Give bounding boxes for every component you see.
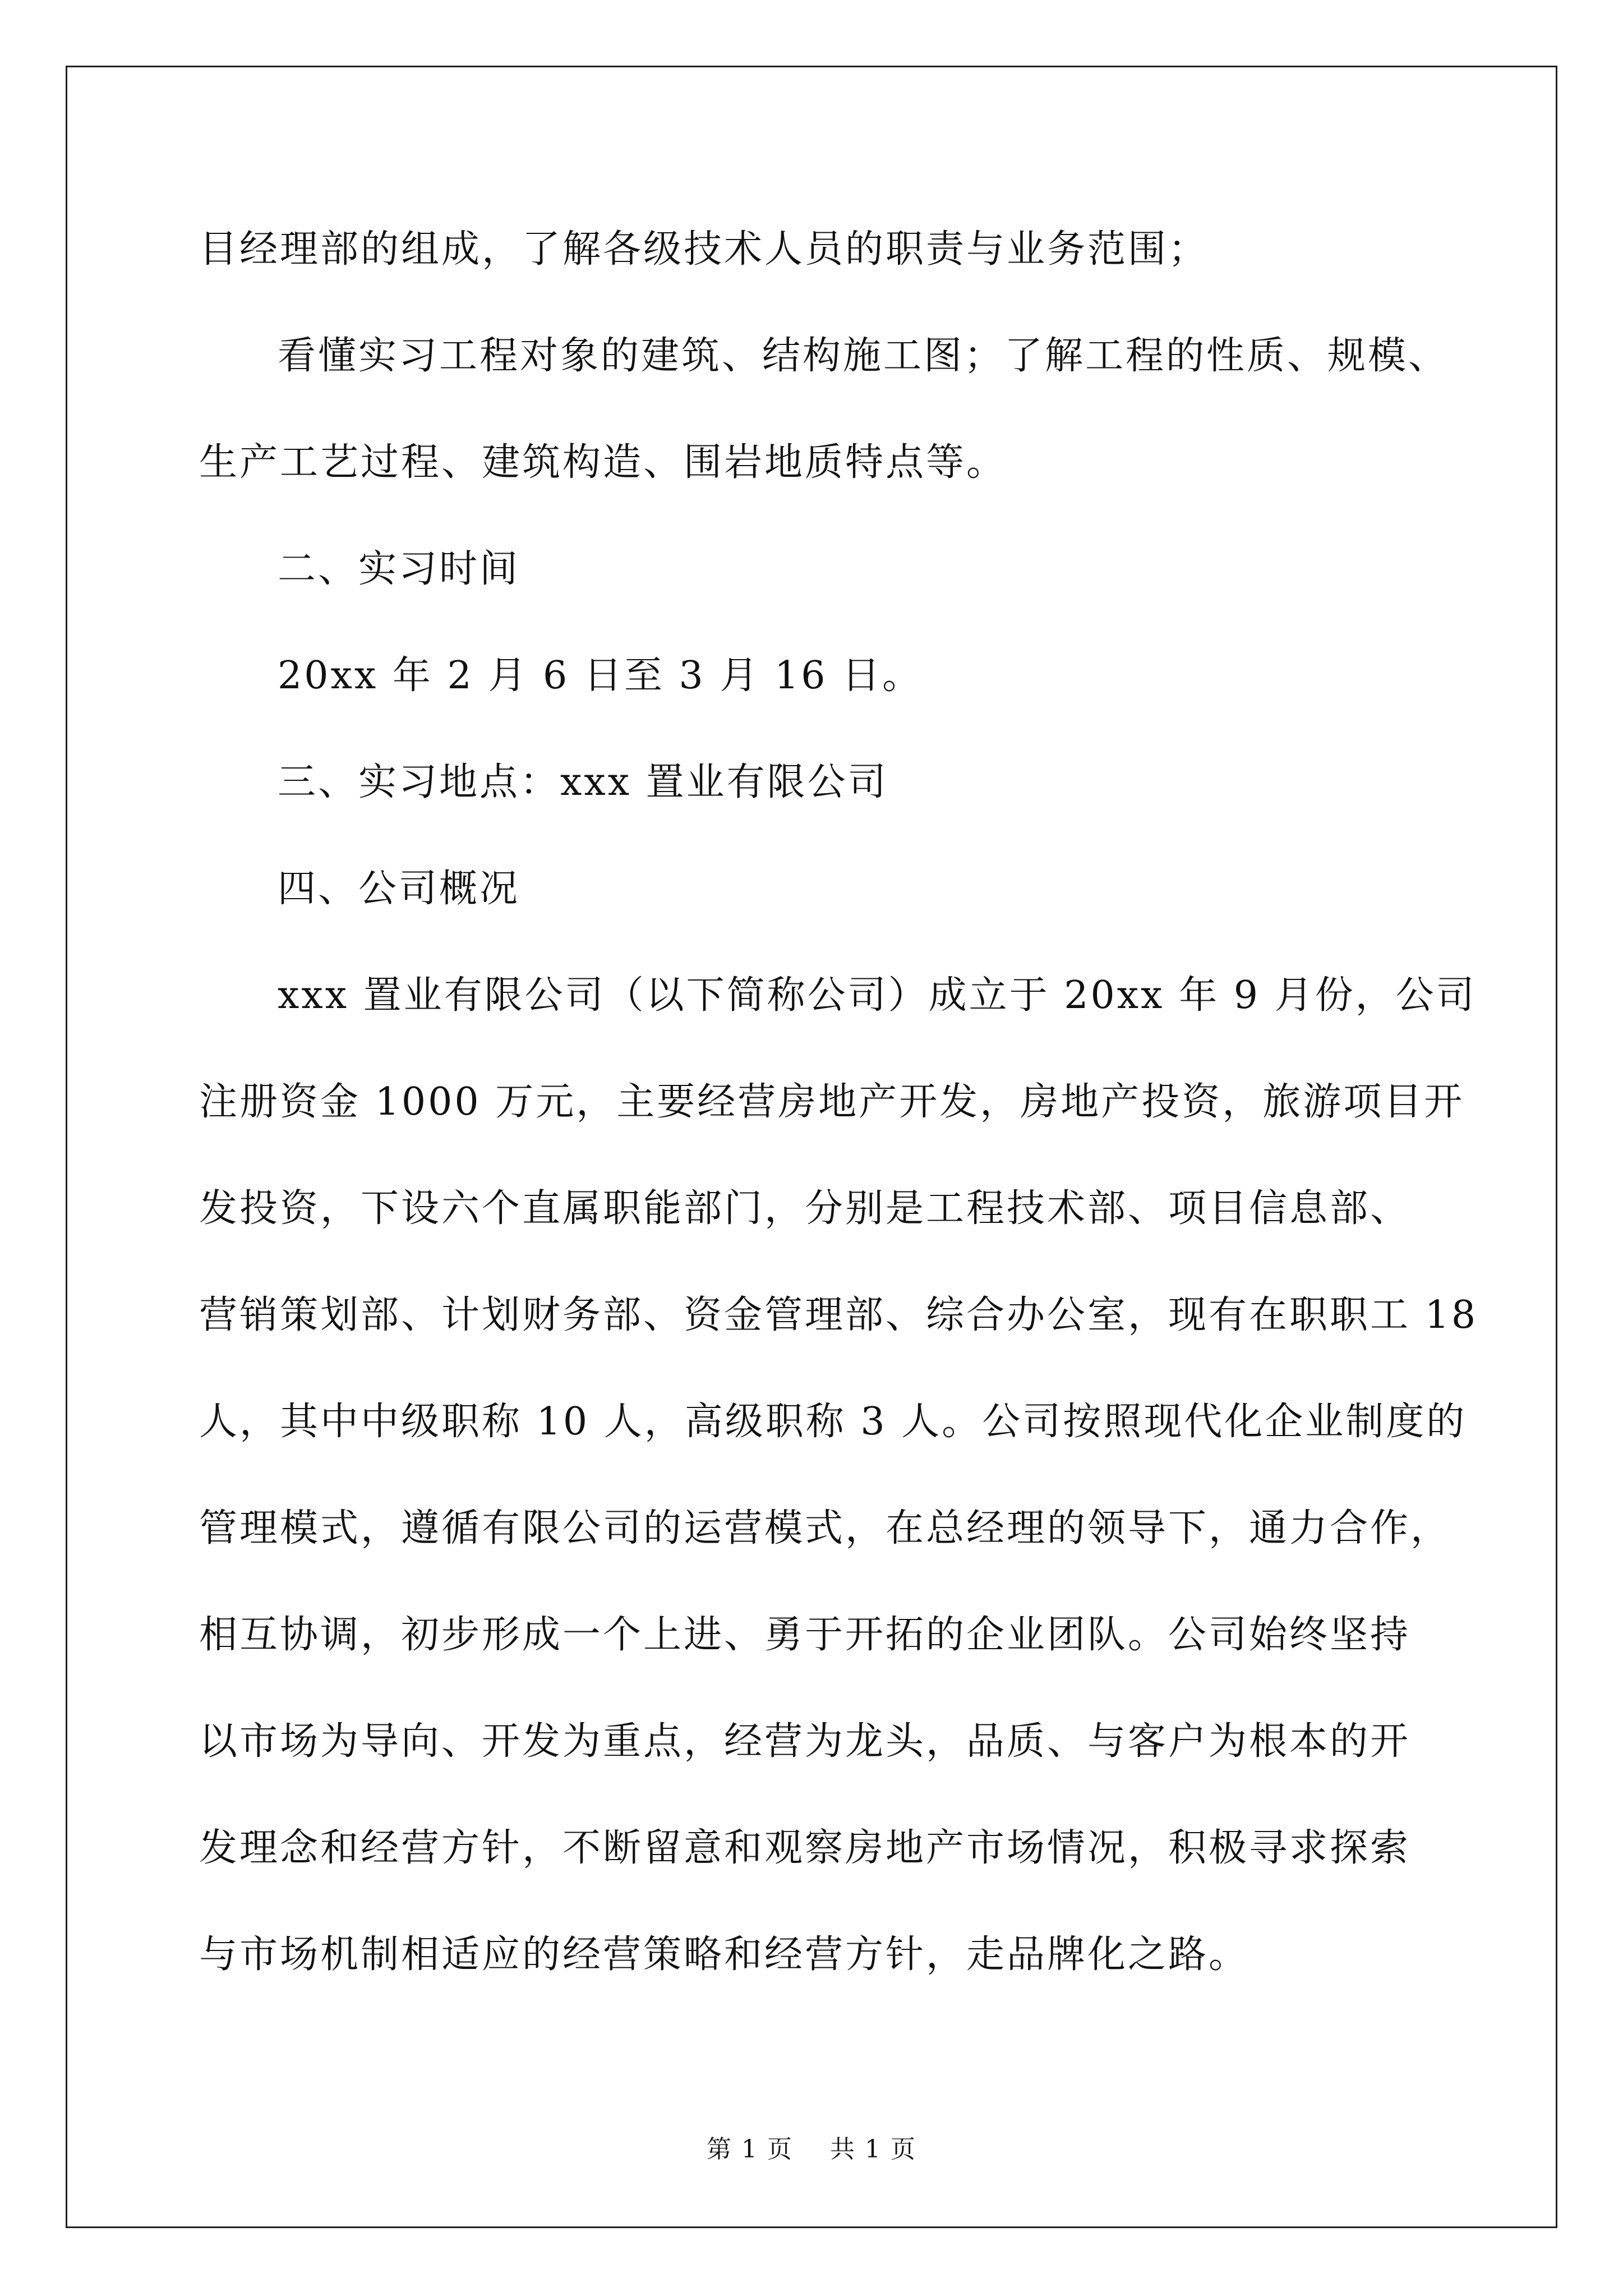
paragraph-line: 人，其中中级职称 10 人，高级职称 3 人。公司按照现代化企业制度的 xyxy=(199,1400,1467,1444)
paragraph-line: 20xx 年 2 月 6 日至 3 月 16 日。 xyxy=(278,654,923,698)
page-number: 第 1 页 xyxy=(707,2135,793,2164)
paragraph-line: 以市场为导向、开发为重点，经营为龙头，品质、与客户为根本的开 xyxy=(199,1719,1411,1764)
paragraph-line: 相互协调，初步形成一个上进、勇于开拓的企业团队。公司始终坚持 xyxy=(199,1613,1411,1657)
document-body xyxy=(199,196,1478,2008)
section-heading: 二、实习时间 xyxy=(278,547,520,591)
paragraph-line: 发理念和经营方针，不断留意和观察房地产市场情况，积极寻求探索 xyxy=(199,1826,1411,1870)
paragraph-line: 管理模式，遵循有限公司的运营模式，在总经理的领导下，通力合作， xyxy=(199,1506,1451,1550)
paragraph-line: xxx 置业有限公司（以下简称公司）成立于 20xx 年 9 月份，公司 xyxy=(278,973,1477,1018)
paragraph-line: 营销策划部、计划财务部、资金管理部、综合办公室，现有在职职工 18 xyxy=(199,1293,1478,1337)
page-total: 共 1 页 xyxy=(830,2135,916,2164)
paragraph-line: 看懂实习工程对象的建筑、结构施工图；了解工程的性质、规模、 xyxy=(278,334,1449,378)
paragraph-line: 目经理部的组成，了解各级技术人员的职责与业务范围； xyxy=(199,227,1209,272)
page-footer xyxy=(0,2129,1623,2165)
section-heading: 四、公司概况 xyxy=(278,867,520,911)
paragraph-line: 发投资，下设六个直属职能部门，分别是工程技术部、项目信息部、 xyxy=(199,1186,1411,1231)
paragraph-line: 注册资金 1000 万元，主要经营房地产开发，房地产投资，旅游项目开 xyxy=(199,1080,1465,1124)
paragraph-line: 生产工艺过程、建筑构造、围岩地质特点等。 xyxy=(199,440,1007,485)
section-heading: 三、实习地点：xxx 置业有限公司 xyxy=(278,760,888,804)
paragraph-line: 与市场机制相适应的经营策略和经营方针，走品牌化之路。 xyxy=(199,1932,1249,1977)
